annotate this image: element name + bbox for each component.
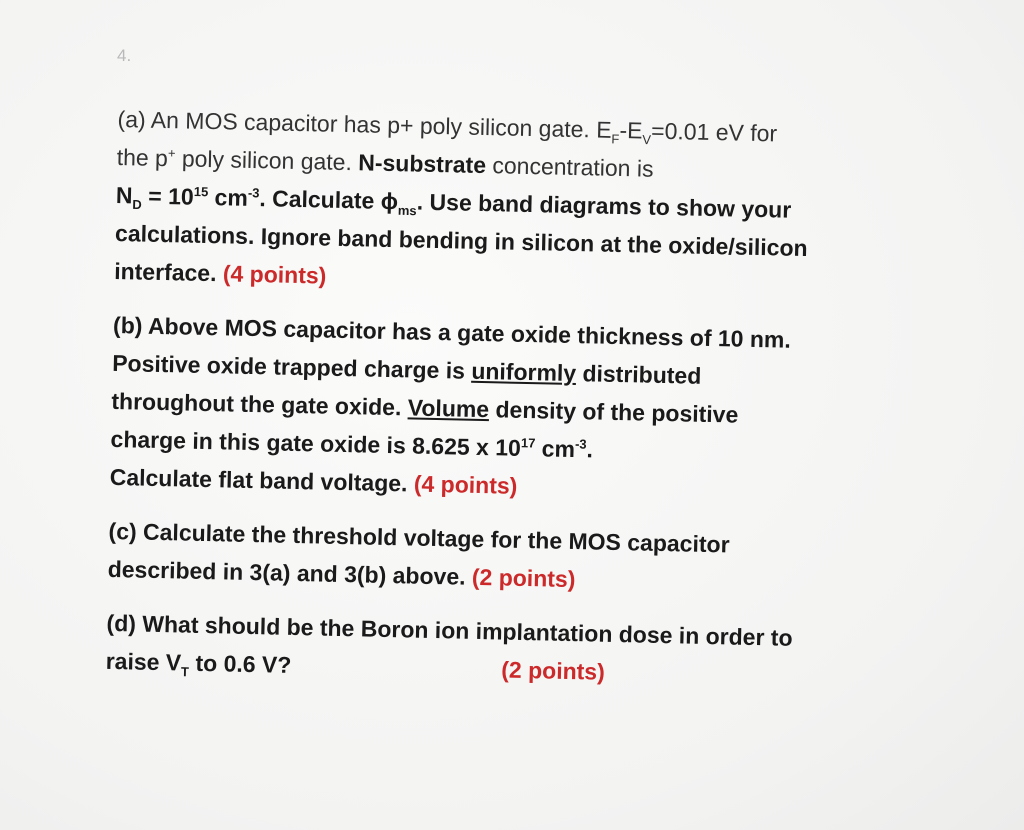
part-a-line-5: interface. (4 points) (113, 257, 327, 289)
part-a-line-4: calculations. Ignore band bending in silicon at the oxide/silicon (114, 219, 808, 262)
part-b-line-3: throughout the gate oxide. Volume density of the positive (111, 387, 739, 428)
question-sheet (105, 100, 918, 713)
part-d-line-1: (d) What should be the Boron ion implantation dose in order to (106, 609, 793, 651)
part-b-line-5: Calculate flat band voltage. (4 points) (109, 463, 518, 499)
part-a-line-3: $N_D = 10^{15}$ $cm^{-3}$. Calculate $\phi_{ms}$. Use band diagrams to show your (115, 181, 792, 223)
part-c-points: (2 points) (471, 563, 576, 593)
part-b-line-2: Positive oxide trapped charge is uniformly distributed (111, 349, 702, 389)
part-a-points: (4 points) (222, 260, 327, 289)
question-number: 4. (117, 46, 132, 65)
part-a-line-1: (a) An MOS capacitor has p+ poly silicon gate. $E_F-E_V=0.01$ eV for (117, 105, 778, 148)
part-b-line-1: (b) Above MOS capacitor has a gate oxide thickness of 10 nm. (112, 311, 792, 353)
part-d-line-2: raise $V_T$ to 0.6 V? (2 points) (105, 647, 606, 685)
part-b-points: (4 points) (413, 470, 518, 499)
emphasis-volume: Volume (407, 394, 490, 423)
part-c-line-2: described in 3(a) and 3(b) above. (2 points) (107, 555, 576, 593)
part-c (107, 512, 908, 605)
part-b-line-4: charge in this gate oxide is 8.625 x $10^{17}$ $cm^{-3}$. (110, 425, 594, 463)
part-a (114, 100, 918, 307)
part-b (109, 306, 913, 513)
part-a-line-2: the p+ poly silicon gate. N-substrate concentration is (116, 143, 654, 182)
part-d (105, 604, 906, 697)
part-d-points: (2 points) (501, 656, 606, 685)
part-c-line-1: (c) Calculate the threshold voltage for the MOS capacitor (108, 517, 730, 558)
emphasis-uniformly: uniformly (471, 357, 577, 387)
